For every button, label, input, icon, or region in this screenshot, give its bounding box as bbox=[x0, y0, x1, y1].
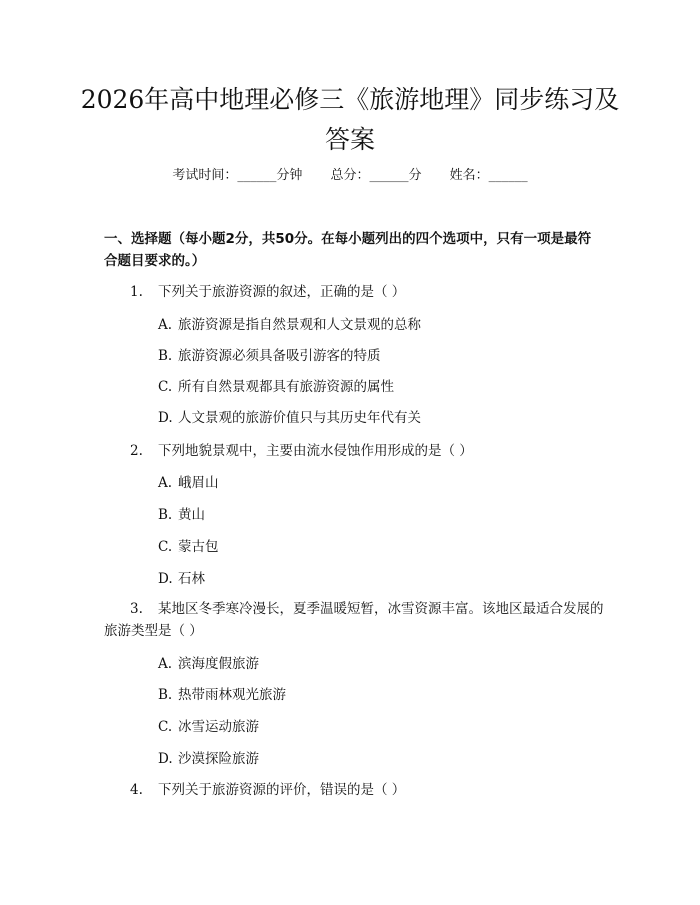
option-letter: A. bbox=[158, 656, 173, 672]
option-letter: A. bbox=[158, 317, 173, 333]
section-heading: 一、选择题（每小题2分，共50分。在每小题列出的四个选项中，只有一项是最符合题目要求的。） bbox=[104, 231, 592, 269]
option-text: 黄山 bbox=[178, 507, 205, 523]
student-name: 姓名：______ bbox=[449, 168, 528, 183]
option-text: 旅游资源是指自然景观和人文景观的总称 bbox=[178, 317, 421, 333]
exam-score: 总分：______分 bbox=[330, 168, 422, 183]
option-3c bbox=[158, 716, 259, 738]
option-1c bbox=[158, 376, 394, 398]
option-1a bbox=[158, 314, 421, 336]
option-1d bbox=[158, 407, 421, 429]
question-2 bbox=[104, 440, 604, 462]
option-text: 蒙古包 bbox=[178, 539, 219, 555]
option-letter: D. bbox=[158, 571, 173, 587]
option-letter: C. bbox=[158, 539, 173, 555]
option-text: 所有自然景观都具有旅游资源的属性 bbox=[178, 379, 394, 395]
option-1b bbox=[158, 345, 381, 367]
option-letter: B. bbox=[158, 507, 173, 523]
option-text: 滨海度假旅游 bbox=[178, 656, 259, 672]
question-4 bbox=[104, 779, 604, 801]
option-text: 旅游资源必须具备吸引游客的特质 bbox=[178, 348, 381, 364]
exam-meta bbox=[0, 166, 700, 186]
question-1 bbox=[104, 281, 604, 303]
question-text: 下列关于旅游资源的评价，错误的是（ ） bbox=[158, 782, 406, 798]
option-letter: B. bbox=[158, 687, 173, 703]
question-text: 下列地貌景观中，主要由流水侵蚀作用形成的是（ ） bbox=[158, 443, 473, 459]
question-text: 下列关于旅游资源的叙述，正确的是（ ） bbox=[158, 284, 406, 300]
option-text: 石林 bbox=[178, 571, 205, 587]
question-number: 1. bbox=[130, 284, 143, 300]
option-text: 人文景观的旅游价值只与其历史年代有关 bbox=[178, 410, 421, 426]
option-letter: D. bbox=[158, 410, 173, 426]
option-2c bbox=[158, 536, 219, 558]
question-text: 某地区冬季寒冷漫长，夏季温暖短暂，冰雪资源丰富。该地区最适合发展的旅游类型是（ ） bbox=[104, 601, 604, 639]
option-letter: B. bbox=[158, 348, 173, 364]
question-number: 4. bbox=[130, 782, 143, 798]
option-2b bbox=[158, 504, 205, 526]
option-letter: D. bbox=[158, 751, 173, 767]
question-3 bbox=[104, 598, 604, 642]
option-letter: A. bbox=[158, 475, 173, 491]
option-letter: C. bbox=[158, 719, 173, 735]
option-3d bbox=[158, 748, 259, 770]
option-3a bbox=[158, 653, 259, 675]
question-number: 2. bbox=[130, 443, 143, 459]
page-title: 2026年高中地理必修三《旅游地理》同步练习及答案 bbox=[80, 85, 620, 154]
option-text: 热带雨林观光旅游 bbox=[178, 687, 286, 703]
option-3b bbox=[158, 684, 286, 706]
option-2d bbox=[158, 568, 205, 590]
option-text: 冰雪运动旅游 bbox=[178, 719, 259, 735]
option-letter: C. bbox=[158, 379, 173, 395]
option-text: 峨眉山 bbox=[178, 475, 219, 491]
option-text: 沙漠探险旅游 bbox=[178, 751, 259, 767]
question-number: 3. bbox=[130, 601, 143, 617]
option-2a bbox=[158, 472, 219, 494]
exam-time: 考试时间：______分钟 bbox=[172, 168, 303, 183]
